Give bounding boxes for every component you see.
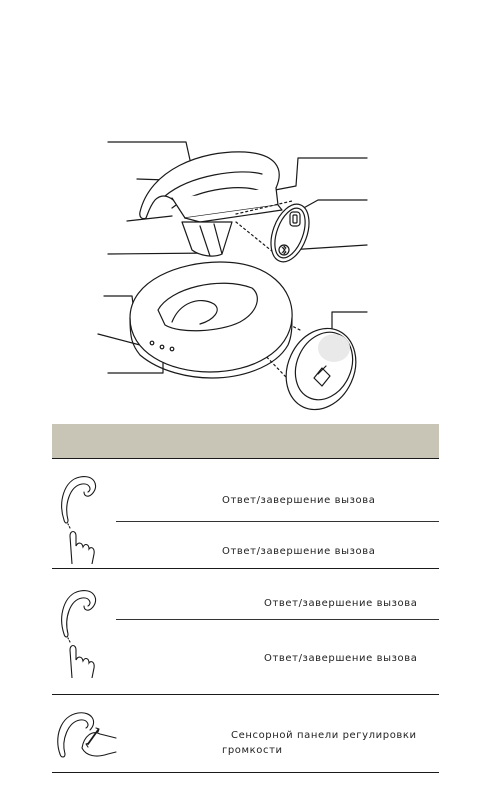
charging-cradle-illustration xyxy=(130,262,292,378)
row1-line1: Ответ/завершение вызова xyxy=(222,495,376,506)
row2-line1: Ответ/завершение вызова xyxy=(264,598,418,609)
finger-tap-icon xyxy=(54,472,100,564)
row1-bottom-rule xyxy=(52,568,439,569)
finger-press-icon xyxy=(54,586,100,678)
row2-line2: Ответ/завершение вызова xyxy=(264,653,418,664)
row3-line2: громкости xyxy=(222,745,283,756)
row2-divider xyxy=(116,619,439,620)
row2-bottom-rule xyxy=(52,694,439,695)
row1-divider xyxy=(116,521,439,522)
table-top-rule xyxy=(52,458,439,459)
table-bottom-rule xyxy=(52,772,439,773)
finger-swipe-icon xyxy=(52,708,118,766)
row3-line1: Сенсорной панели регулировки xyxy=(231,730,417,741)
earpiece-illustration xyxy=(140,152,282,256)
row1-line2: Ответ/завершение вызова xyxy=(222,546,376,557)
table-header xyxy=(52,424,439,458)
